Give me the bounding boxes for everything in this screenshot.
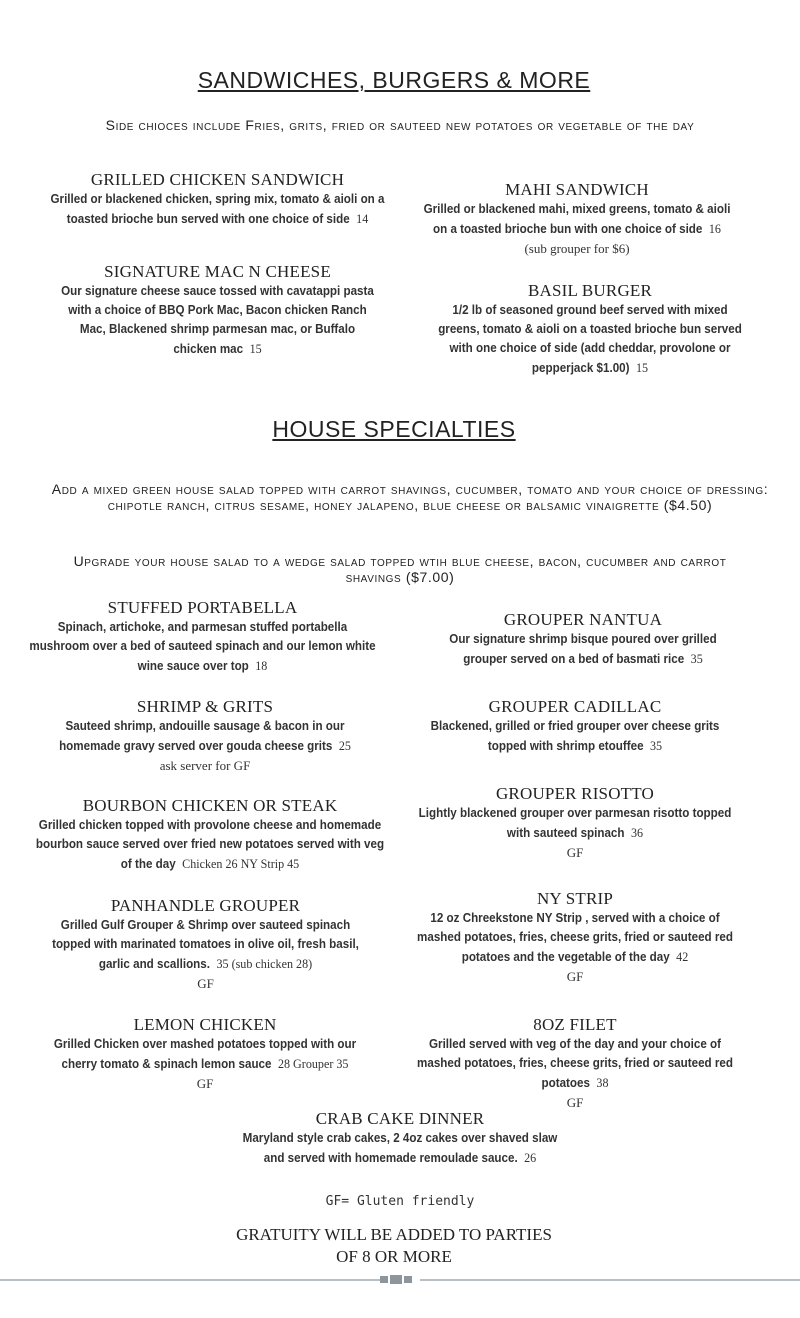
menu-item-mahi-sandwich (412, 180, 742, 258)
item-desc: Spinach, artichoke, and parmesan stuffed portabella mushroom over a bed of sauteed spinach and our lemon white wine sauce over top 18 (29, 620, 376, 673)
menu-item-bourbon-chicken-steak (20, 796, 400, 874)
item-desc: Grilled served with veg of the day and your choice of mashed potatoes, fries, cheese grits, fried or sauteed red potatoes 38 (417, 1037, 733, 1090)
item-price: 15 (635, 360, 649, 375)
item-name: LEMON CHICKEN (133, 1015, 277, 1034)
menu-item-grouper-cadillac (405, 697, 745, 756)
section-title-sandwiches: SANDWICHES, BURGERS & MORE (197, 67, 591, 93)
item-desc: Grilled chicken topped with provolone cheese and homemade bourbon sauce served over fried new potatoes served with veg of the day Chicken 26 NY Strip 45 (35, 818, 385, 871)
item-desc: Blackened, grilled or fried grouper over cheese grits topped with shrimp etouffee 35 (430, 719, 720, 753)
item-name: SIGNATURE MAC N CHEESE (104, 262, 331, 281)
item-extra: GF (566, 1095, 584, 1110)
section-title-house-specialties: HOUSE SPECIALTIES (272, 416, 516, 442)
gratuity-line-2: OF 8 OR MORE (336, 1247, 452, 1266)
item-name: CRAB CAKE DINNER (315, 1109, 485, 1128)
menu-item-crab-cake-dinner (225, 1109, 575, 1168)
menu-item-ny-strip (400, 889, 750, 986)
item-price: 42 (676, 949, 689, 964)
item-price: 15 (249, 341, 262, 356)
item-price: 35 (690, 651, 703, 666)
menu-item-lemon-chicken (35, 1015, 375, 1093)
item-desc: Grilled or blackened mahi, mixed greens, tomato & aioli on a toasted brioche bun with one choice of side 16 (423, 202, 731, 236)
item-price: 35 (sub chicken 28) (216, 956, 313, 971)
item-desc: Sauteed shrimp, andouille sausage & bacon in our homemade gravy served over gouda cheese grits 25 (59, 719, 351, 753)
item-name: NY STRIP (536, 889, 614, 908)
item-price: 18 (255, 658, 268, 673)
item-name: MAHI SANDWICH (505, 180, 649, 199)
menu-item-panhandle-grouper (28, 896, 383, 993)
salad-note: Add a mixed green house salad topped with carrot shavings, cucumber, tomato and your choice of dressing: chipotle ranch, citrus sesame, honey jalapeno, blue cheese or balsamic vinaigrette ($4.50) (51, 481, 769, 513)
item-name: PANHANDLE GROUPER (110, 896, 301, 915)
item-desc: Grilled Chicken over mashed potatoes topped with our cherry tomato & spinach lemon sauce 28 Grouper 35 (53, 1037, 357, 1071)
item-extra: GF (566, 969, 584, 984)
item-price: 38 (596, 1075, 609, 1090)
gratuity-notice (0, 1224, 788, 1268)
item-name: GROUPER CADILLAC (488, 697, 662, 716)
item-name: GROUPER NANTUA (503, 610, 663, 629)
item-extra: GF (566, 845, 584, 860)
item-name: 8OZ FILET (533, 1015, 617, 1034)
item-price: 14 (356, 211, 369, 226)
item-name: BOURBON CHICKEN OR STEAK (82, 796, 338, 815)
item-price: 28 Grouper 35 (277, 1056, 349, 1071)
item-price: 16 (708, 221, 721, 236)
item-name: BASIL BURGER (527, 281, 653, 300)
menu-item-mac-n-cheese (45, 262, 390, 359)
menu-item-stuffed-portabella (15, 598, 390, 676)
sides-note: Side chioces include Fries, grits, fried or sauteed new potatoes or vegetable of the day (105, 117, 695, 133)
item-name: GROUPER RISOTTO (495, 784, 655, 803)
item-desc: Grilled Gulf Grouper & Shrimp over sauteed spinach topped with marinated tomatoes in olive oil, fresh basil, garlic and scallions. 35 (sub chicken 28) (52, 918, 359, 971)
item-name: SHRIMP & GRITS (136, 697, 274, 716)
menu-item-8oz-filet (400, 1015, 750, 1112)
item-desc: Our signature shrimp bisque poured over grilled grouper served on a bed of basmati rice 35 (449, 632, 717, 666)
item-price: Chicken 26 NY Strip 45 (182, 856, 300, 871)
item-desc: 12 oz Chreekstone NY Strip , served with a choice of mashed potatoes, fries, cheese grits, fried or sauteed red potatoes and the vegetable of the day 42 (417, 911, 733, 964)
item-price: 25 (338, 738, 351, 753)
menu-item-grouper-risotto (400, 784, 750, 862)
menu-item-basil-burger (425, 281, 755, 378)
gf-legend: GF= Gluten friendly (325, 1194, 475, 1209)
item-desc: 1/2 lb of seasoned ground beef served with mixed greens, tomato & aioli on a toasted brioche bun served with one choice of side (add cheddar, provolone or pepperjack $1.00) 15 (438, 303, 742, 375)
item-extra: (sub grouper for $6) (524, 241, 630, 256)
item-name: GRILLED CHICKEN SANDWICH (90, 170, 345, 189)
gratuity-line-1: GRATUITY WILL BE ADDED TO PARTIES (236, 1225, 552, 1244)
item-extra: GF (197, 976, 214, 991)
menu-item-grouper-nantua (418, 610, 748, 669)
item-extra: GF (196, 1076, 214, 1091)
menu-item-grilled-chicken-sandwich (30, 170, 405, 229)
item-name: STUFFED PORTABELLA (107, 598, 298, 617)
item-desc: Our signature cheese sauce tossed with cavatappi pasta with a choice of BBQ Pork Mac, Bacon chicken Ranch Mac, Blackened shrimp parmesan mac, or Buffalo chicken mac 15 (61, 284, 374, 356)
item-price: 36 (630, 825, 644, 840)
wedge-note: Upgrade your house salad to a wedge salad topped wtih blue cheese, bacon, cucumber and carrot shavings ($7.00) (73, 553, 727, 585)
item-desc: Grilled or blackened chicken, spring mix, tomato & aioli on a toasted brioche bun served with one choice of side 14 (50, 192, 385, 226)
item-desc: Lightly blackened grouper over parmesan risotto topped with sauteed spinach 36 (418, 806, 732, 840)
menu-item-shrimp-grits (35, 697, 375, 775)
item-price: 26 (524, 1150, 537, 1165)
footer-ornament-icon (380, 1274, 420, 1284)
item-desc: Maryland style crab cakes, 2 4oz cakes over shaved slaw and served with homemade remoulade sauce. 26 (242, 1131, 558, 1165)
item-extra: ask server for GF (159, 758, 251, 773)
item-price: 35 (650, 738, 663, 753)
